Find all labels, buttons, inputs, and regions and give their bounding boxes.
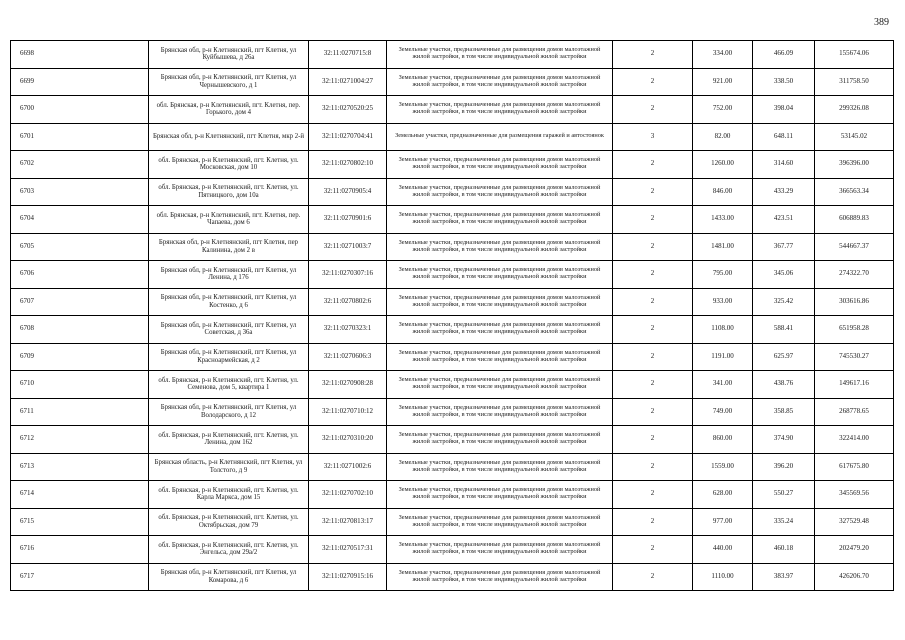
address-cell: Брянская обл, р-н Клетнянский, пгт Клетня, пер Калинина, дом 2 в [149, 233, 309, 261]
table-row [11, 371, 894, 399]
cadastral-number-cell: 32:11:0270704:41 [309, 123, 387, 151]
cadastral-value-cell: 606889.83 [815, 206, 894, 234]
unit-value-cell: 396.20 [753, 453, 815, 481]
unit-value-cell: 367.77 [753, 233, 815, 261]
area-cell: 933.00 [693, 288, 753, 316]
group-code-cell: 2 [613, 233, 693, 261]
table-row [11, 206, 894, 234]
cadastral-number-cell: 32:11:0270517:31 [309, 536, 387, 564]
address-cell: Брянская обл, р-н Клетнянский, пгт Клетня, ул Костенко, д 6 [149, 288, 309, 316]
unit-value-cell: 325.42 [753, 288, 815, 316]
cadastral-value-cell: 327529.48 [815, 508, 894, 536]
land-use-cell: Земельные участки, предназначенные для размещения домов малоэтажной жилой застройки, в том числе индивидуальной жилой застройки [387, 508, 613, 536]
address-cell: Брянская обл, р-н Клетнянский, пгт Клетня, ул Советская, д 36а [149, 316, 309, 344]
group-code-cell: 2 [613, 343, 693, 371]
row-number: 6716 [11, 536, 149, 564]
unit-value-cell: 423.51 [753, 206, 815, 234]
land-use-cell: Земельные участки, предназначенные для размещения домов малоэтажной жилой застройки, в том числе индивидуальной жилой застройки [387, 481, 613, 509]
cadastral-value-cell: 268778.65 [815, 398, 894, 426]
cadastral-value-cell: 426206.70 [815, 563, 894, 591]
group-code-cell: 2 [613, 453, 693, 481]
area-cell: 82.00 [693, 123, 753, 151]
row-number: 6703 [11, 178, 149, 206]
group-code-cell: 2 [613, 371, 693, 399]
land-use-cell: Земельные участки, предназначенные для размещения домов малоэтажной жилой застройки, в том числе индивидуальной жилой застройки [387, 536, 613, 564]
area-cell: 341.00 [693, 371, 753, 399]
land-use-cell: Земельные участки, предназначенные для размещения домов малоэтажной жилой застройки, в том числе индивидуальной жилой застройки [387, 288, 613, 316]
table-row [11, 123, 894, 151]
cadastral-number-cell: 32:11:0270307:16 [309, 261, 387, 289]
cadastral-value-cell: 745530.27 [815, 343, 894, 371]
cadastral-value-table [10, 40, 894, 591]
cadastral-value-cell: 202479.20 [815, 536, 894, 564]
land-use-cell: Земельные участки, предназначенные для размещения домов малоэтажной жилой застройки, в том числе индивидуальной жилой застройки [387, 453, 613, 481]
area-cell: 1481.00 [693, 233, 753, 261]
group-code-cell: 3 [613, 123, 693, 151]
table-row [11, 178, 894, 206]
land-use-cell: Земельные участки, предназначенные для размещения домов малоэтажной жилой застройки, в том числе индивидуальной жилой застройки [387, 68, 613, 96]
row-number: 6706 [11, 261, 149, 289]
area-cell: 1260.00 [693, 151, 753, 179]
cadastral-value-cell: 155674.06 [815, 41, 894, 69]
unit-value-cell: 358.85 [753, 398, 815, 426]
table-row [11, 233, 894, 261]
unit-value-cell: 460.18 [753, 536, 815, 564]
unit-value-cell: 648.11 [753, 123, 815, 151]
land-use-cell: Земельные участки, предназначенные для размещения домов малоэтажной жилой застройки, в том числе индивидуальной жилой застройки [387, 41, 613, 69]
area-cell: 1110.00 [693, 563, 753, 591]
table-row [11, 288, 894, 316]
address-cell: Брянская обл, р-н Клетнянский, пгт Клетня, ул Комарова, д 6 [149, 563, 309, 591]
table-row [11, 261, 894, 289]
row-number: 6713 [11, 453, 149, 481]
group-code-cell: 2 [613, 96, 693, 124]
address-cell: обл. Брянская, р-н Клетнянский, пгт. Клетня, пер. Горького, дом 4 [149, 96, 309, 124]
group-code-cell: 2 [613, 288, 693, 316]
table-row [11, 96, 894, 124]
row-number: 6708 [11, 316, 149, 344]
address-cell: обл. Брянская, р-н Клетнянский, пгт. Клетня, ул. Октябрьская, дом 79 [149, 508, 309, 536]
unit-value-cell: 550.27 [753, 481, 815, 509]
cadastral-number-cell: 32:11:0270915:16 [309, 563, 387, 591]
area-cell: 334.00 [693, 41, 753, 69]
address-cell: Брянская обл, р-н Клетнянский, пгт Клетня, ул Чернышевского, д 1 [149, 68, 309, 96]
row-number: 6699 [11, 68, 149, 96]
cadastral-number-cell: 32:11:0271004:27 [309, 68, 387, 96]
cadastral-number-cell: 32:11:0270606:3 [309, 343, 387, 371]
unit-value-cell: 433.29 [753, 178, 815, 206]
row-number: 6717 [11, 563, 149, 591]
row-number: 6707 [11, 288, 149, 316]
cadastral-value-cell: 149617.16 [815, 371, 894, 399]
table-row [11, 426, 894, 454]
group-code-cell: 2 [613, 41, 693, 69]
area-cell: 921.00 [693, 68, 753, 96]
area-cell: 440.00 [693, 536, 753, 564]
address-cell: обл. Брянская, р-н Клетнянский, пгт. Клетня, ул. Пятницкого, дом 10а [149, 178, 309, 206]
land-use-cell: Земельные участки, предназначенные для размещения домов малоэтажной жилой застройки, в том числе индивидуальной жилой застройки [387, 563, 613, 591]
unit-value-cell: 466.09 [753, 41, 815, 69]
cadastral-value-cell: 274322.70 [815, 261, 894, 289]
unit-value-cell: 625.97 [753, 343, 815, 371]
unit-value-cell: 383.97 [753, 563, 815, 591]
row-number: 6715 [11, 508, 149, 536]
area-cell: 749.00 [693, 398, 753, 426]
row-number: 6714 [11, 481, 149, 509]
land-use-cell: Земельные участки, предназначенные для размещения гаражей и автостоянок [387, 123, 613, 151]
land-use-cell: Земельные участки, предназначенные для размещения домов малоэтажной жилой застройки, в том числе индивидуальной жилой застройки [387, 316, 613, 344]
land-use-cell: Земельные участки, предназначенные для размещения домов малоэтажной жилой застройки, в том числе индивидуальной жилой застройки [387, 371, 613, 399]
land-use-cell: Земельные участки, предназначенные для размещения домов малоэтажной жилой застройки, в том числе индивидуальной жилой застройки [387, 233, 613, 261]
land-use-cell: Земельные участки, предназначенные для размещения домов малоэтажной жилой застройки, в том числе индивидуальной жилой застройки [387, 151, 613, 179]
address-cell: обл. Брянская, р-н Клетнянский, пгт. Клетня, пер. Чапаева, дом 6 [149, 206, 309, 234]
address-cell: Брянская обл, р-н Клетнянский, пгт Клетня, ул Володарского, д 12 [149, 398, 309, 426]
cadastral-number-cell: 32:11:0270520:25 [309, 96, 387, 124]
area-cell: 860.00 [693, 426, 753, 454]
table-row [11, 398, 894, 426]
address-cell: Брянская обл, р-н Клетнянский, пгт Клетня, мкр 2-й [149, 123, 309, 151]
area-cell: 1433.00 [693, 206, 753, 234]
area-cell: 795.00 [693, 261, 753, 289]
cadastral-number-cell: 32:11:0270715:8 [309, 41, 387, 69]
group-code-cell: 2 [613, 536, 693, 564]
cadastral-number-cell: 32:11:0270710:12 [309, 398, 387, 426]
unit-value-cell: 588.41 [753, 316, 815, 344]
cadastral-number-cell: 32:11:0271003:7 [309, 233, 387, 261]
cadastral-number-cell: 32:11:0270702:10 [309, 481, 387, 509]
row-number: 6700 [11, 96, 149, 124]
unit-value-cell: 374.90 [753, 426, 815, 454]
cadastral-number-cell: 32:11:0270905:4 [309, 178, 387, 206]
area-cell: 752.00 [693, 96, 753, 124]
cadastral-value-cell: 299326.08 [815, 96, 894, 124]
cadastral-number-cell: 32:11:0270802:10 [309, 151, 387, 179]
row-number: 6698 [11, 41, 149, 69]
group-code-cell: 2 [613, 426, 693, 454]
land-use-cell: Земельные участки, предназначенные для размещения домов малоэтажной жилой застройки, в том числе индивидуальной жилой застройки [387, 343, 613, 371]
cadastral-number-cell: 32:11:0271002:6 [309, 453, 387, 481]
area-cell: 1108.00 [693, 316, 753, 344]
table-row [11, 563, 894, 591]
land-use-cell: Земельные участки, предназначенные для размещения домов малоэтажной жилой застройки, в том числе индивидуальной жилой застройки [387, 261, 613, 289]
table-row [11, 41, 894, 69]
unit-value-cell: 398.04 [753, 96, 815, 124]
table-row [11, 316, 894, 344]
address-cell: обл. Брянская, р-н Клетнянский, пгт. Клетня, ул. Карла Маркса, дом 15 [149, 481, 309, 509]
table-row [11, 151, 894, 179]
cadastral-value-cell: 311758.50 [815, 68, 894, 96]
cadastral-number-cell: 32:11:0270802:6 [309, 288, 387, 316]
group-code-cell: 2 [613, 508, 693, 536]
cadastral-number-cell: 32:11:0270901:6 [309, 206, 387, 234]
cadastral-value-cell: 366563.34 [815, 178, 894, 206]
table-row [11, 68, 894, 96]
row-number: 6711 [11, 398, 149, 426]
unit-value-cell: 345.06 [753, 261, 815, 289]
address-cell: Брянская обл, р-н Клетнянский, пгт Клетня, ул Красноармейская, д 2 [149, 343, 309, 371]
group-code-cell: 2 [613, 151, 693, 179]
table-row [11, 453, 894, 481]
unit-value-cell: 314.60 [753, 151, 815, 179]
address-cell: обл. Брянская, р-н Клетнянский, пгт. Клетня, ул. Энгельса, дом 29а/2 [149, 536, 309, 564]
area-cell: 628.00 [693, 481, 753, 509]
row-number: 6705 [11, 233, 149, 261]
land-use-cell: Земельные участки, предназначенные для размещения домов малоэтажной жилой застройки, в том числе индивидуальной жилой застройки [387, 398, 613, 426]
cadastral-number-cell: 32:11:0270813:17 [309, 508, 387, 536]
group-code-cell: 2 [613, 481, 693, 509]
row-number: 6704 [11, 206, 149, 234]
land-use-cell: Земельные участки, предназначенные для размещения домов малоэтажной жилой застройки, в том числе индивидуальной жилой застройки [387, 178, 613, 206]
cadastral-value-cell: 322414.00 [815, 426, 894, 454]
row-number: 6712 [11, 426, 149, 454]
land-use-cell: Земельные участки, предназначенные для размещения домов малоэтажной жилой застройки, в том числе индивидуальной жилой застройки [387, 206, 613, 234]
group-code-cell: 2 [613, 398, 693, 426]
group-code-cell: 2 [613, 68, 693, 96]
group-code-cell: 2 [613, 261, 693, 289]
area-cell: 1191.00 [693, 343, 753, 371]
table-row [11, 536, 894, 564]
cadastral-value-cell: 544667.37 [815, 233, 894, 261]
cadastral-value-cell: 53145.02 [815, 123, 894, 151]
address-cell: обл. Брянская, р-н Клетнянский, пгт. Клетня, ул. Ленина, дом 162 [149, 426, 309, 454]
land-use-cell: Земельные участки, предназначенные для размещения домов малоэтажной жилой застройки, в том числе индивидуальной жилой застройки [387, 426, 613, 454]
table-row [11, 481, 894, 509]
cadastral-number-cell: 32:11:0270323:1 [309, 316, 387, 344]
area-cell: 1559.00 [693, 453, 753, 481]
cadastral-value-cell: 396396.00 [815, 151, 894, 179]
group-code-cell: 2 [613, 206, 693, 234]
cadastral-number-cell: 32:11:0270908:28 [309, 371, 387, 399]
cadastral-value-cell: 303616.86 [815, 288, 894, 316]
address-cell: обл. Брянская, р-н Клетнянский, пгт. Клетня, ул. Семенова, дом 5, квартира 1 [149, 371, 309, 399]
cadastral-value-cell: 345569.56 [815, 481, 894, 509]
cadastral-value-cell: 651958.28 [815, 316, 894, 344]
table-row [11, 508, 894, 536]
page-number: 389 [874, 17, 889, 28]
row-number: 6701 [11, 123, 149, 151]
address-cell: Брянская область, р-н Клетнянский, пгт Клетня, ул Толстого, д 9 [149, 453, 309, 481]
row-number: 6710 [11, 371, 149, 399]
group-code-cell: 2 [613, 316, 693, 344]
area-cell: 977.00 [693, 508, 753, 536]
group-code-cell: 2 [613, 178, 693, 206]
unit-value-cell: 338.50 [753, 68, 815, 96]
table-row [11, 343, 894, 371]
row-number: 6709 [11, 343, 149, 371]
cadastral-number-cell: 32:11:0270310:20 [309, 426, 387, 454]
group-code-cell: 2 [613, 563, 693, 591]
unit-value-cell: 438.76 [753, 371, 815, 399]
row-number: 6702 [11, 151, 149, 179]
land-use-cell: Земельные участки, предназначенные для размещения домов малоэтажной жилой застройки, в том числе индивидуальной жилой застройки [387, 96, 613, 124]
address-cell: Брянская обл, р-н Клетнянский, пгт Клетня, ул Куйбышева, д 26а [149, 41, 309, 69]
area-cell: 846.00 [693, 178, 753, 206]
address-cell: обл. Брянская, р-н Клетнянский, пгт. Клетня, ул. Московская, дом 10 [149, 151, 309, 179]
address-cell: Брянская обл, р-н Клетнянский, пгт Клетня, ул Ленина, д 176 [149, 261, 309, 289]
unit-value-cell: 335.24 [753, 508, 815, 536]
table-body [11, 41, 894, 591]
cadastral-value-cell: 617675.80 [815, 453, 894, 481]
